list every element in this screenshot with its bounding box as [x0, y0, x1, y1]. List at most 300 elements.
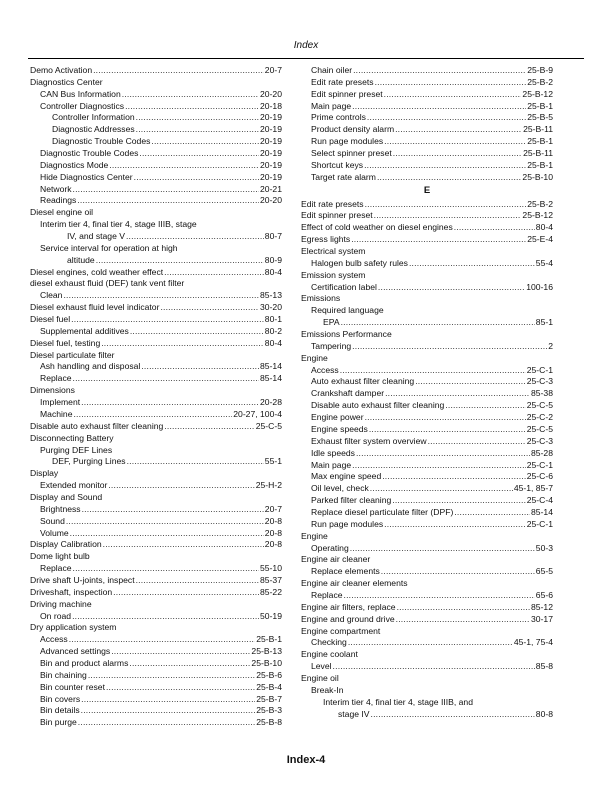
entry-page-ref: 25-B-4	[256, 681, 282, 692]
entry-term: Controller Diagnostics	[40, 100, 125, 111]
entry-term: Bin covers	[40, 693, 81, 704]
entry-page-ref: 80-9	[264, 254, 282, 265]
entry-term: Checking	[311, 637, 347, 648]
entry-term: Max engine speed	[311, 471, 382, 482]
index-heading: diesel exhaust fluid (DEF) tank vent filter	[30, 278, 185, 289]
entry-term: Idle speeds	[311, 447, 355, 458]
entry-page-ref: 65-6	[535, 589, 553, 600]
entry-page-ref: 25-C-5	[526, 423, 553, 434]
dot-leader	[415, 376, 526, 388]
dot-leader	[393, 148, 522, 160]
entry-term: IV, and stage V	[67, 231, 125, 242]
index-entry	[301, 471, 553, 483]
entry-page-ref: 20-7	[264, 503, 282, 514]
dot-leader	[454, 507, 530, 519]
dot-leader	[134, 172, 259, 184]
index-entry	[301, 448, 553, 460]
entry-term: Access	[40, 634, 68, 645]
entry-page-ref: 25-C-3	[526, 435, 553, 446]
entry-page-ref: 20-19	[260, 159, 282, 170]
entry-term: Engine power	[311, 412, 364, 423]
index-entry	[30, 528, 282, 540]
dot-leader	[352, 341, 547, 353]
index-entry	[30, 373, 282, 385]
index-entry	[301, 483, 553, 495]
index-heading: Engine compartment	[301, 625, 381, 636]
index-heading: Interim tier 4, final tier 4, stage IIIB, stage	[40, 219, 197, 230]
index-entry	[30, 705, 282, 717]
header-rule	[28, 58, 584, 59]
entry-page-ref: 20-8	[264, 527, 282, 538]
dot-leader	[365, 412, 526, 424]
dot-leader	[73, 409, 232, 421]
entry-page-ref: 25-H-2	[255, 480, 282, 491]
dot-leader	[364, 160, 526, 172]
entry-page-ref: 20-28	[260, 397, 282, 408]
index-entry	[30, 409, 282, 421]
entry-term: Shortcut keys	[311, 159, 364, 170]
entry-page-ref: 85-12	[531, 601, 553, 612]
index-heading: Emission system	[301, 269, 366, 280]
index-heading: Engine	[301, 352, 328, 363]
entry-term: Implement	[40, 397, 81, 408]
entry-term: Extended monitor	[40, 480, 108, 491]
index-heading: Diesel engine oil	[30, 207, 94, 218]
index-entry	[301, 258, 553, 270]
index-heading: Break-In	[311, 684, 344, 695]
entry-term: Replace elements	[311, 566, 380, 577]
index-entry	[30, 646, 282, 658]
dot-leader	[374, 210, 522, 222]
entry-page-ref: 65-5	[535, 566, 553, 577]
index-entry	[301, 282, 553, 294]
dot-leader	[127, 456, 264, 468]
dot-leader	[73, 563, 259, 575]
index-entry	[301, 65, 553, 77]
index-entry	[301, 637, 553, 649]
index-entry	[301, 148, 553, 160]
entry-page-ref: 25-B-12	[522, 210, 553, 221]
index-entry	[301, 124, 553, 136]
index-entry	[301, 424, 553, 436]
entry-page-ref: 20-20	[260, 88, 282, 99]
index-entry	[301, 341, 553, 353]
entry-term: Controller Information	[52, 112, 135, 123]
dot-leader	[340, 365, 526, 377]
dot-leader	[381, 566, 535, 578]
index-entry	[30, 611, 282, 623]
index-entry	[301, 234, 553, 246]
entry-page-ref: 85-8	[535, 661, 553, 672]
entry-term: CAN Bus Information	[40, 88, 121, 99]
dot-leader	[82, 504, 264, 516]
entry-term: Tampering	[311, 340, 352, 351]
index-heading: Driving machine	[30, 598, 92, 609]
index-entry	[301, 136, 553, 148]
index-entry	[30, 136, 282, 148]
entry-page-ref: 25-C-5	[526, 400, 553, 411]
page-number: Index-4	[286, 754, 326, 766]
dot-leader	[356, 448, 530, 460]
dot-leader	[370, 483, 513, 495]
dot-leader	[377, 172, 521, 184]
dot-leader	[385, 388, 530, 400]
entry-page-ref: 80-8	[535, 708, 553, 719]
entry-term: Diesel fuel	[30, 314, 71, 325]
entry-page-ref: 2	[548, 340, 553, 351]
entry-term: Bin counter reset	[40, 681, 105, 692]
entry-page-ref: 25-C-4	[526, 495, 553, 506]
index-entry	[30, 89, 282, 101]
entry-term: Bin purge	[40, 717, 77, 728]
dot-leader	[69, 634, 256, 646]
index-entry	[301, 388, 553, 400]
section-letter: E	[423, 184, 431, 196]
index-heading: Dry application system	[30, 622, 117, 633]
dot-leader	[136, 575, 259, 587]
index-entry	[301, 222, 553, 234]
entry-term: Readings	[40, 195, 77, 206]
index-heading: Display and Sound	[30, 491, 103, 502]
entry-page-ref: 25-B-1	[527, 159, 553, 170]
entry-term: Sound	[40, 515, 65, 526]
dot-leader	[78, 717, 255, 729]
entry-page-ref: 20-8	[264, 515, 282, 526]
index-entry	[30, 148, 282, 160]
entry-page-ref: 25-B-13	[251, 646, 282, 657]
dot-leader	[136, 112, 259, 124]
index-heading: Disconnecting Battery	[30, 432, 114, 443]
entry-term: Brightness	[40, 503, 81, 514]
entry-page-ref: 85-13	[260, 290, 282, 301]
entry-term: Operating	[311, 542, 349, 553]
entry-page-ref: 25-B-2	[527, 198, 553, 209]
entry-page-ref: 85-14	[260, 361, 282, 372]
index-entry	[30, 338, 282, 350]
entry-term: Demo Activation	[30, 65, 93, 75]
dot-leader	[73, 184, 259, 196]
index-heading: Diesel particulate filter	[30, 349, 115, 360]
index-entry	[301, 365, 553, 377]
index-entry	[301, 199, 553, 211]
entry-page-ref: 80-4	[535, 222, 553, 233]
entry-term: Diagnostic Trouble Codes	[52, 136, 151, 147]
index-entry	[30, 195, 282, 207]
entry-term: On road	[40, 610, 72, 621]
dot-leader	[428, 436, 526, 448]
dot-leader	[445, 400, 525, 412]
entry-term: Replace	[311, 589, 343, 600]
entry-page-ref: 85-28	[531, 447, 553, 458]
dot-leader	[81, 397, 259, 409]
entry-page-ref: 85-37	[260, 574, 282, 585]
index-entry	[301, 210, 553, 222]
entry-term: Halogen bulb safety rules	[311, 257, 408, 268]
entry-term: Diesel fuel, testing	[30, 337, 101, 348]
index-entry	[301, 89, 553, 101]
dot-leader	[351, 234, 526, 246]
entry-page-ref: 55-1	[264, 456, 282, 467]
dot-leader	[371, 709, 535, 721]
index-column-right	[301, 65, 553, 720]
dot-leader	[108, 480, 254, 492]
entry-term: Hide Diagnostics Center	[40, 171, 133, 182]
entry-page-ref: 25-B-11	[523, 148, 553, 159]
index-heading: Display	[30, 468, 59, 479]
index-column-left	[30, 65, 282, 729]
entry-page-ref: 25-C-2	[526, 412, 553, 423]
entry-page-ref: 25-C-3	[526, 376, 553, 387]
dot-leader	[384, 519, 526, 531]
entry-term: Crankshaft damper	[311, 388, 385, 399]
entry-page-ref: 20-19	[260, 171, 282, 182]
index-entry	[30, 302, 282, 314]
entry-page-ref: 20-19	[260, 148, 282, 159]
entry-term: Display Calibration	[30, 539, 102, 550]
index-entry	[301, 709, 553, 721]
entry-term: Level	[311, 661, 332, 672]
entry-page-ref: 20-7	[264, 65, 282, 75]
index-entry	[301, 543, 553, 555]
dot-leader	[141, 361, 259, 373]
entry-page-ref: 30-20	[260, 302, 282, 313]
dot-leader	[333, 661, 535, 673]
index-heading: Engine coolant	[301, 649, 358, 660]
dot-leader	[93, 65, 264, 77]
dot-leader	[73, 373, 259, 385]
dot-leader	[396, 614, 530, 626]
entry-term: Select spinner preset	[311, 148, 392, 159]
index-heading: Service interval for operation at high	[40, 242, 178, 253]
dot-leader	[341, 317, 535, 329]
dot-leader	[352, 460, 526, 472]
dot-leader	[113, 587, 259, 599]
index-entry	[30, 112, 282, 124]
index-entry	[30, 516, 282, 528]
dot-leader	[367, 112, 526, 124]
entry-page-ref: 25-C-1	[526, 364, 553, 375]
index-entry	[30, 670, 282, 682]
index-entry	[301, 602, 553, 614]
index-entry	[301, 77, 553, 89]
entry-page-ref: 20-19	[260, 124, 282, 135]
index-heading: Engine oil	[301, 672, 339, 683]
index-entry	[301, 412, 553, 424]
entry-term: Network	[40, 183, 72, 194]
entry-page-ref: 25-E-4	[527, 234, 553, 245]
entry-term: Advanced settings	[40, 646, 111, 657]
entry-page-ref: 80-2	[264, 325, 282, 336]
index-entry	[301, 566, 553, 578]
entry-term: Replace	[40, 563, 72, 574]
dot-leader	[106, 682, 255, 694]
dot-leader	[454, 222, 535, 234]
index-entry	[30, 575, 282, 587]
index-entry	[30, 290, 282, 302]
entry-term: Diesel exhaust fluid level indicator	[30, 302, 160, 313]
entry-term: Diagnostic Trouble Codes	[40, 148, 139, 159]
entry-page-ref: 80-7	[264, 231, 282, 242]
entry-page-ref: 25-B-2	[527, 76, 553, 87]
entry-page-ref: 25-B-9	[527, 65, 553, 75]
entry-term: Run page modules	[311, 136, 384, 147]
entry-term: Engine speeds	[311, 423, 368, 434]
entry-page-ref: 50-3	[535, 542, 553, 553]
dot-leader	[350, 543, 535, 555]
dot-leader	[130, 326, 264, 338]
index-heading: Emissions Performance	[301, 329, 392, 340]
index-entry	[301, 519, 553, 531]
dot-leader	[382, 471, 525, 483]
dot-leader	[409, 258, 535, 270]
entry-page-ref: 25-B-10	[251, 657, 282, 668]
index-entry	[30, 231, 282, 243]
entry-page-ref: 20-8	[264, 539, 282, 550]
index-entry	[301, 661, 553, 673]
index-entry	[301, 376, 553, 388]
index-entry	[301, 172, 553, 184]
dot-leader	[126, 231, 264, 243]
entry-term: Bin and product alarms	[40, 657, 129, 668]
dot-leader	[122, 89, 259, 101]
entry-term: Product density alarm	[311, 124, 395, 135]
index-entry	[30, 255, 282, 267]
entry-page-ref: 25-C-1	[526, 459, 553, 470]
index-entry	[301, 317, 553, 329]
entry-term: Clean	[40, 290, 63, 301]
dot-leader	[164, 267, 264, 279]
index-heading: Engine air cleaner elements	[301, 578, 408, 589]
dot-leader	[365, 199, 527, 211]
index-heading: Dimensions	[30, 385, 75, 396]
dot-leader	[129, 658, 250, 670]
index-entry	[30, 172, 282, 184]
entry-page-ref: 45-1, 75-4	[513, 637, 553, 648]
entry-page-ref: 85-38	[531, 388, 553, 399]
index-heading: Engine	[301, 530, 328, 541]
index-entry	[301, 400, 553, 412]
entry-term: Machine	[40, 408, 73, 419]
index-entry	[30, 456, 282, 468]
entry-term: Diagnostic Addresses	[52, 124, 135, 135]
entry-page-ref: 25-B-12	[522, 88, 553, 99]
index-heading: Purging DEF Lines	[40, 444, 113, 455]
dot-leader	[136, 124, 259, 136]
entry-page-ref: 80-4	[264, 337, 282, 348]
dot-leader	[125, 101, 259, 113]
entry-page-ref: 85-14	[531, 506, 553, 517]
entry-page-ref: 80-4	[264, 266, 282, 277]
index-entry	[301, 507, 553, 519]
index-entry	[30, 634, 282, 646]
entry-term: Disable auto exhaust filter cleaning	[311, 400, 445, 411]
entry-page-ref: 25-B-1	[256, 634, 282, 645]
index-entry	[30, 682, 282, 694]
dot-leader	[101, 338, 264, 350]
dot-leader	[397, 602, 530, 614]
entry-term: altitude	[67, 254, 95, 265]
index-entry	[301, 495, 553, 507]
entry-term: Bin details	[40, 705, 80, 716]
entry-term: Driveshaft, inspection	[30, 586, 113, 597]
index-entry	[301, 101, 553, 113]
index-entry	[30, 480, 282, 492]
entry-term: Exhaust filter system overview	[311, 435, 427, 446]
entry-term: Replace	[40, 373, 72, 384]
entry-page-ref: 25-B-10	[522, 171, 553, 182]
index-heading: Diagnostics Center	[30, 76, 103, 87]
entry-term: Diagnostics Mode	[40, 159, 109, 170]
entry-term: Edit spinner preset	[301, 210, 373, 221]
index-entry	[301, 590, 553, 602]
dot-leader	[384, 89, 522, 101]
dot-leader	[375, 77, 527, 89]
entry-page-ref: 25-C-5	[255, 420, 282, 431]
entry-page-ref: 30-17	[531, 613, 553, 624]
entry-page-ref: 25-B-3	[256, 705, 282, 716]
entry-term: Chain oiler	[311, 65, 353, 75]
index-entry	[30, 314, 282, 326]
entry-term: Edit rate presets	[301, 198, 364, 209]
entry-term: Egress lights	[301, 234, 351, 245]
entry-term: Oil level, check	[311, 483, 369, 494]
dot-leader	[103, 539, 264, 551]
entry-page-ref: 25-B-6	[256, 669, 282, 680]
index-entry	[301, 160, 553, 172]
entry-page-ref: 25-B-8	[256, 717, 282, 728]
entry-page-ref: 55-4	[535, 257, 553, 268]
entry-term: Engine and ground drive	[301, 613, 395, 624]
dot-leader	[70, 528, 264, 540]
entry-term: Certification label	[311, 281, 377, 292]
dot-leader	[348, 637, 513, 649]
entry-term: EPA	[323, 317, 340, 328]
index-entry	[30, 587, 282, 599]
entry-page-ref: 80-1	[264, 314, 282, 325]
entry-term: Auto exhaust filter cleaning	[311, 376, 415, 387]
entry-page-ref: 55-10	[260, 563, 282, 574]
entry-page-ref: 100-16	[526, 281, 553, 292]
entry-term: Target rate alarm	[311, 171, 376, 182]
entry-term: Run page modules	[311, 518, 384, 529]
dot-leader	[81, 705, 256, 717]
index-entry	[30, 563, 282, 575]
entry-page-ref: 85-1	[535, 317, 553, 328]
dot-leader	[392, 495, 525, 507]
entry-term: Supplemental additives	[40, 325, 129, 336]
entry-term: Effect of cold weather on diesel engines	[301, 222, 453, 233]
dot-leader	[395, 124, 522, 136]
entry-term: Main page	[311, 100, 352, 111]
dot-leader	[63, 290, 259, 302]
index-entry	[30, 361, 282, 373]
index-entry	[301, 112, 553, 124]
entry-page-ref: 25-C-1	[526, 518, 553, 529]
entry-page-ref: 85-14	[260, 373, 282, 384]
entry-term: Engine air filters, replace	[301, 601, 396, 612]
dot-leader	[111, 646, 250, 658]
entry-page-ref: 20-19	[260, 112, 282, 123]
entry-term: Disable auto exhaust filter cleaning	[30, 420, 164, 431]
dot-leader	[71, 314, 264, 326]
entry-page-ref: 20-21	[260, 183, 282, 194]
entry-page-ref: 25-B-11	[523, 124, 553, 135]
dot-leader	[369, 424, 526, 436]
index-heading: Electrical system	[301, 246, 366, 257]
entry-term: Main page	[311, 459, 352, 470]
entry-page-ref: 25-B-5	[527, 112, 553, 123]
index-entry	[30, 658, 282, 670]
